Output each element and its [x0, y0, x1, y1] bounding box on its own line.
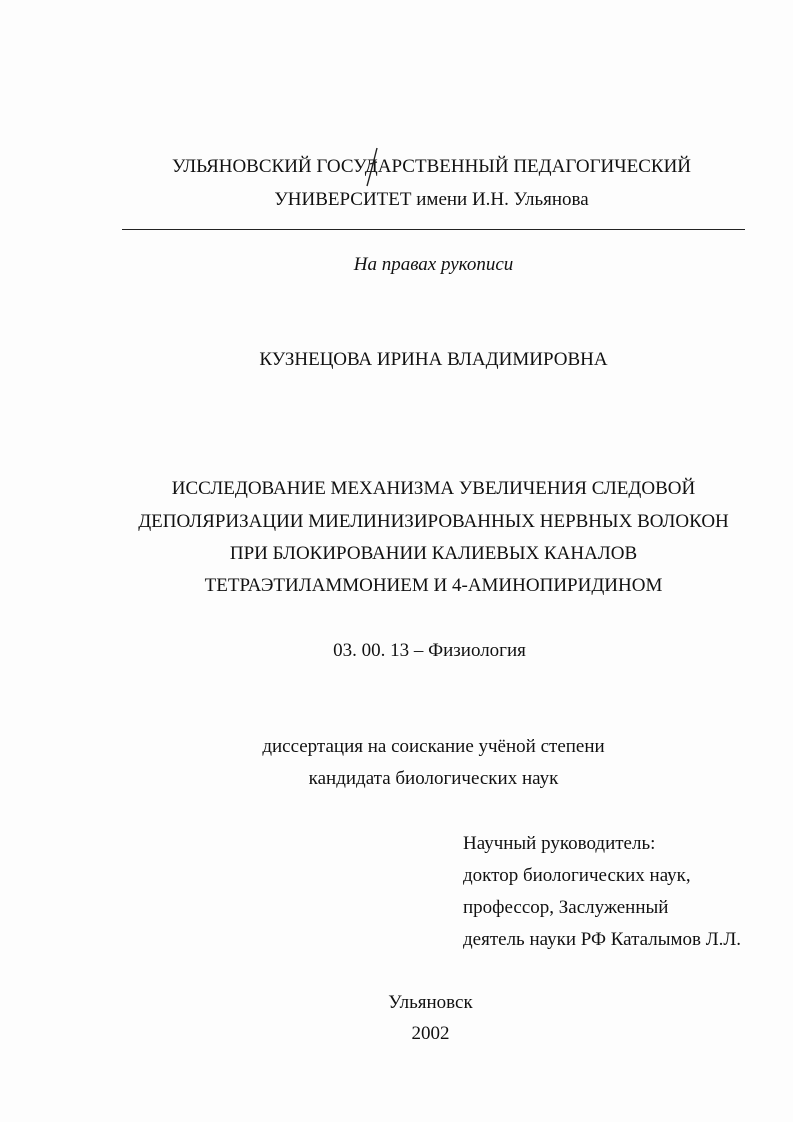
author-name: КУЗНЕЦОВА ИРИНА ВЛАДИМИРОВНА [259, 349, 608, 370]
supervisor-label: Научный руководитель: [463, 833, 656, 854]
thesis-title-line-3: ПРИ БЛОКИРОВАНИИ КАЛИЕВЫХ КАНАЛОВ [229, 543, 638, 564]
year: 2002 [411, 1023, 450, 1044]
specialty-code: 03. 00. 13 – Физиология [333, 640, 526, 661]
supervisor-degree: доктор биологических наук, [463, 865, 691, 886]
university-name-line-1: УЛЬЯНОВСКИЙ ГОСУДАРСТВЕННЫЙ ПЕДАГОГИЧЕСКИЙ [171, 156, 692, 177]
university-name-line-2: УНИВЕРСИТЕТ имени И.Н. Ульянова [274, 189, 589, 210]
thesis-title-line-4: ТЕТРАЭТИЛАММОНИЕМ И 4-АМИНОПИРИДИНОМ [204, 575, 663, 596]
supervisor-name: деятель науки РФ Каталымов Л.Л. [463, 929, 742, 950]
thesis-title-line-2: ДЕПОЛЯРИЗАЦИИ МИЕЛИНИЗИРОВАННЫХ НЕРВНЫХ ВОЛОКОН [138, 511, 729, 532]
thesis-title-line-1: ИССЛЕДОВАНИЕ МЕХАНИЗМА УВЕЛИЧЕНИЯ СЛЕДОВОЙ [171, 478, 696, 499]
header-divider [122, 229, 745, 230]
city: Ульяновск [388, 992, 473, 1013]
supervisor-title: профессор, Заслуженный [463, 897, 669, 918]
rights-note: На правах рукописи [353, 254, 514, 275]
degree-line-2: кандидата биологических наук [308, 768, 559, 789]
degree-line-1: диссертация на соискание учёной степени [262, 736, 605, 757]
handwritten-mark-icon [364, 146, 380, 190]
